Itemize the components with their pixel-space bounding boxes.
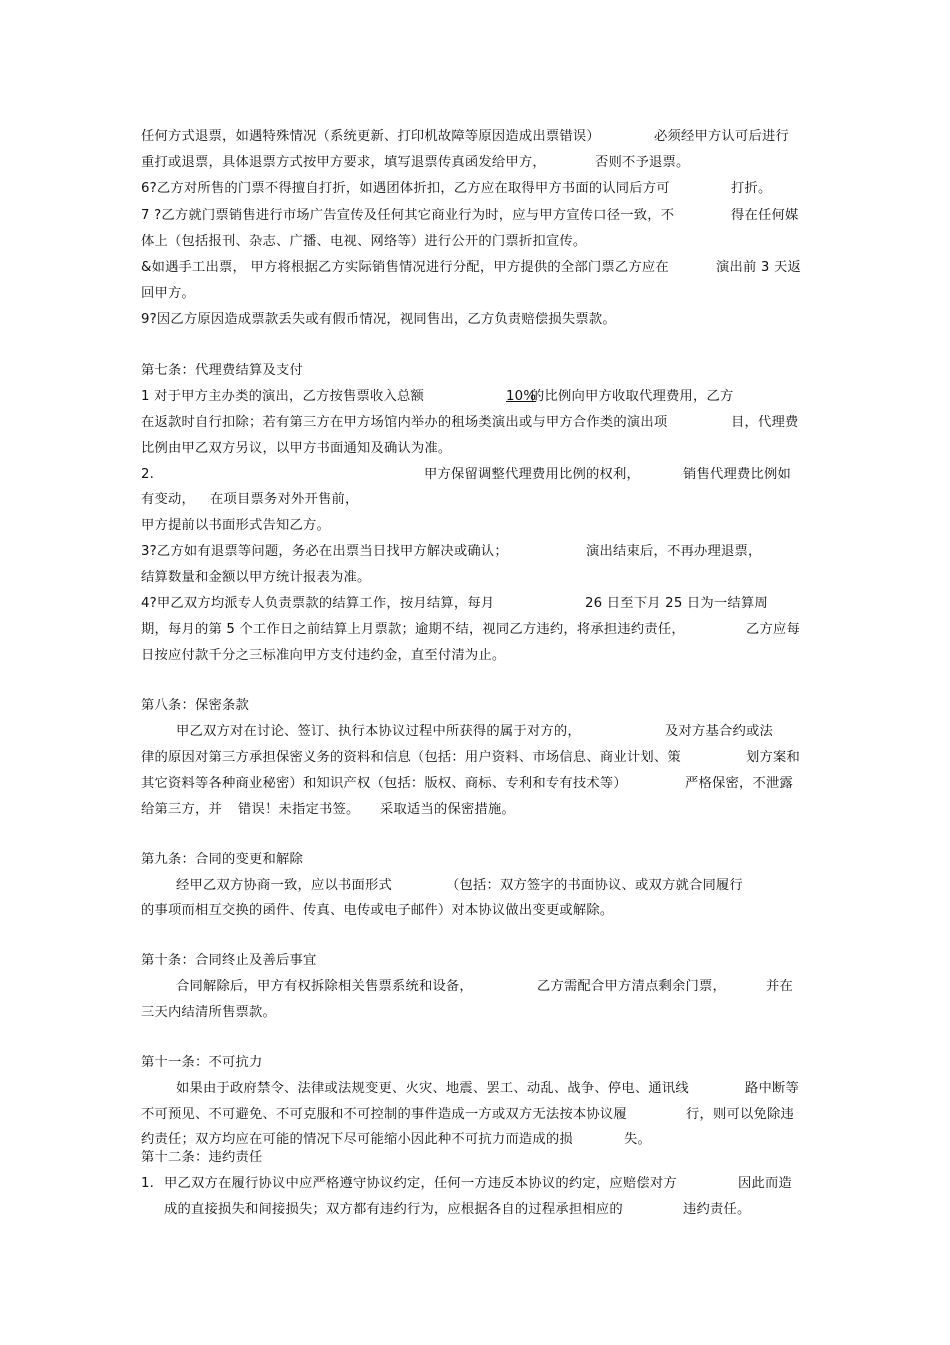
c12-item1c: 成的直接损失和间接损失；双方都有违约行为，应根据各自的过程承担相应的 <box>164 1202 623 1217</box>
c7-item2-number: 2. <box>141 467 155 482</box>
c8-line4c: 采取适当的保密措施。 <box>380 802 515 817</box>
c8-line3b: 严格保密，不泄露 <box>685 776 793 791</box>
c8-line4b: 错误！未指定书签。 <box>238 802 360 817</box>
c7-item4b: 26 日至下月 25 日为一结算周 <box>585 596 768 611</box>
c7-item1e: 比例由甲乙双方另议，以甲方书面通知及确认为准。 <box>141 441 452 456</box>
c6-item7b: 得在任何媒 <box>731 208 799 223</box>
c7-item1d: 目，代理费 <box>731 415 799 430</box>
clause12-heading: 第十二条：违约责任 <box>141 1150 263 1165</box>
c6-line2a: 重打或退票，具体退票方式按甲方要求，填写退票传真函发给甲方， <box>141 155 546 170</box>
c11-line1b: 路中断等 <box>745 1081 799 1096</box>
c6-item8c: 回甲方。 <box>141 286 195 301</box>
c6-line1a: 任何方式退票，如遇特殊情况（系统更新、打印机故障等原因造成出票错误） <box>141 129 600 144</box>
c10-line1c: 并在 <box>766 979 793 994</box>
c8-line1b: 及对方基合约或法 <box>665 724 773 739</box>
c7-item3c: 结算数量和金额以甲方统计报表为准。 <box>141 570 371 585</box>
c8-line4a: 给第三方，并 <box>141 802 222 817</box>
c7-item2c: 有变动， <box>141 492 195 507</box>
c8-line1a: 甲乙双方对在讨论、签订、执行本协议过程中所获得的属于对方的， <box>176 724 581 739</box>
c6-line1b: 必须经甲方认可后进行 <box>654 129 789 144</box>
c7-item3a: 3?乙方如有退票等问题，务必在出票当日找甲方解决或确认； <box>141 544 508 559</box>
c6-item7c: 体上（包括报刊、杂志、广播、电视、网络等）进行公开的门票折扣宣传。 <box>141 234 587 249</box>
c6-item8a: &如遇手工出票， 甲方将根据乙方实际销售情况进行分配，甲方提供的全部门票乙方应在 <box>141 260 669 275</box>
c7-item2a: 甲方保留调整代理费用比例的权利， <box>424 467 640 482</box>
c7-item1-percent: 10% <box>506 389 537 404</box>
c10-line2: 三天内结清所售票款。 <box>141 1005 276 1020</box>
c12-item1a: 甲乙双方在履行协议中应严格遵守协议约定，任何一方违反本协议的约定，应赔偿对方 <box>164 1176 677 1191</box>
c6-item8b: 演出前 3 天返 <box>716 260 801 275</box>
c8-line3a: 其它资料等各种商业秘密）和知识产权（包括：版权、商标、专利和专有技术等） <box>141 776 627 791</box>
c7-item1c: 在返款时自行扣除；若有第三方在甲方场馆内举办的租场类演出或与甲方合作类的演出项 <box>141 415 668 430</box>
c6-item6a: 6?乙方对所售的门票不得擅自打折，如遇团体折扣，乙方应在取得甲方书面的认同后方可 <box>141 181 670 196</box>
c7-item2b: 销售代理费比例如 <box>683 467 791 482</box>
c9-line1a: 经甲乙双方协商一致，应以书面形式 <box>176 878 392 893</box>
c12-item1-number: 1. <box>141 1176 155 1191</box>
clause11-heading: 第十一条：不可抗力 <box>141 1055 263 1070</box>
c7-item4c: 期，每月的第 5 个工作日之前结算上月票款；逾期不结，视同乙方违约，将承担违约责任， <box>141 622 685 637</box>
c6-item9: 9?因乙方原因造成票款丢失或有假币情况，视同售出，乙方负责赔偿损失票款。 <box>141 312 616 327</box>
c11-line2a: 不可预见、不可避免、不可克服和不可控制的事件造成一方或双方无法按本协议履 <box>141 1107 627 1122</box>
c12-item1b: 因此而造 <box>738 1176 792 1191</box>
c9-line2: 的事项而相互交换的函件、传真、电传或电子邮件）对本协议做出变更或解除。 <box>141 903 614 918</box>
c11-line2b: 行，则可以免除违 <box>686 1107 794 1122</box>
c6-item6b: 打折。 <box>731 181 772 196</box>
clause8-heading: 第八条：保密条款 <box>141 698 249 713</box>
c10-line1a: 合同解除后，甲方有权拆除相关售票系统和设备， <box>176 979 473 994</box>
c6-item7a: 7 ?乙方就门票销售进行市场广告宣传及任何其它商业行为时，应与甲方宣传口径一致，不 <box>141 208 675 223</box>
c7-item1a: 1 对于甲方主办类的演出，乙方按售票收入总额 <box>141 389 425 404</box>
c8-line2b: 划方案和 <box>746 750 800 765</box>
c7-item4e: 日按应付款千分之三标准向甲方支付违约金，直至付清为止。 <box>141 648 506 663</box>
c11-line1a: 如果由于政府禁令、法律或法规变更、火灾、地震、罢工、动乱、战争、停电、通讯线 <box>176 1081 689 1096</box>
c7-item3b: 演出结束后，不再办理退票， <box>586 544 762 559</box>
c7-item1b: 的比例向甲方收取代理费用，乙方 <box>531 389 734 404</box>
c10-line1b: 乙方需配合甲方清点剩余门票， <box>537 979 726 994</box>
c9-line1b: （包括：双方签字的书面协议、或双方就合同履行 <box>446 878 743 893</box>
c7-item2e: 甲方提前以书面形式告知乙方。 <box>141 518 330 533</box>
c11-line3b: 失。 <box>624 1132 651 1147</box>
c7-item4d: 乙方应每 <box>746 622 800 637</box>
clause10-heading: 第十条：合同终止及善后事宜 <box>141 953 317 968</box>
c12-item1d: 违约责任。 <box>683 1202 751 1217</box>
c7-item2d: 在项目票务对外开售前， <box>210 492 359 507</box>
c11-line3a: 约责任；双方均应在可能的情况下尽可能缩小因此种不可抗力而造成的损 <box>141 1132 573 1147</box>
c8-line2a: 律的原因对第三方承担保密义务的资料和信息（包括：用户资料、市场信息、商业计划、策 <box>141 750 681 765</box>
c6-line2b: 否则不予退票。 <box>595 155 690 170</box>
clause7-heading: 第七条：代理费结算及支付 <box>141 363 303 378</box>
c7-item4a: 4?甲乙双方均派专人负责票款的结算工作，按月结算，每月 <box>141 596 495 611</box>
clause9-heading: 第九条：合同的变更和解除 <box>141 852 303 867</box>
